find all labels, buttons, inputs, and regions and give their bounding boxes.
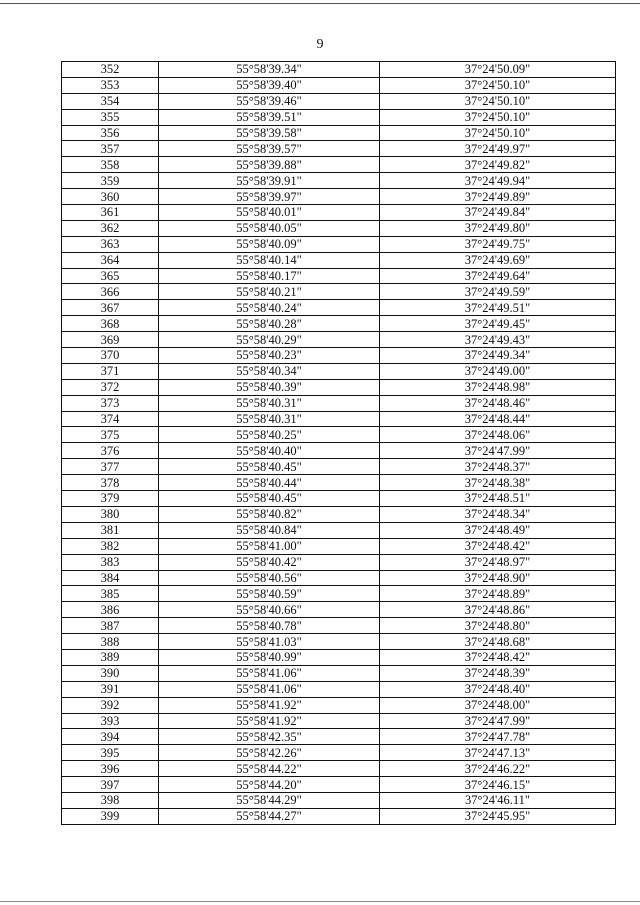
table-row [62, 363, 616, 379]
point-number-cell: 378 [62, 475, 159, 491]
latitude-cell: 55°58'40.34" [159, 363, 380, 379]
latitude-cell: 55°58'41.92" [159, 697, 380, 713]
longitude-cell: 37°24'49.84" [380, 205, 616, 221]
latitude-cell: 55°58'40.45" [159, 459, 380, 475]
table-row [62, 491, 616, 507]
longitude-cell: 37°24'48.00" [380, 697, 616, 713]
longitude-cell: 37°24'48.90" [380, 570, 616, 586]
latitude-cell: 55°58'41.92" [159, 713, 380, 729]
latitude-cell: 55°58'42.35" [159, 729, 380, 745]
latitude-cell: 55°58'40.05" [159, 220, 380, 236]
point-number-cell: 365 [62, 268, 159, 284]
point-number-cell: 360 [62, 189, 159, 205]
latitude-cell: 55°58'40.66" [159, 602, 380, 618]
point-number-cell: 370 [62, 348, 159, 364]
table-row [62, 284, 616, 300]
latitude-cell: 55°58'40.25" [159, 427, 380, 443]
point-number-cell: 376 [62, 443, 159, 459]
latitude-cell: 55°58'39.34" [159, 62, 380, 78]
table-row [62, 761, 616, 777]
point-number-cell: 399 [62, 808, 159, 824]
point-number-cell: 369 [62, 332, 159, 348]
latitude-cell: 55°58'40.82" [159, 506, 380, 522]
longitude-cell: 37°24'49.43" [380, 332, 616, 348]
longitude-cell: 37°24'49.80" [380, 220, 616, 236]
point-number-cell: 375 [62, 427, 159, 443]
point-number-cell: 362 [62, 220, 159, 236]
longitude-cell: 37°24'48.34" [380, 506, 616, 522]
point-number-cell: 353 [62, 77, 159, 93]
table-row [62, 173, 616, 189]
point-number-cell: 361 [62, 205, 159, 221]
longitude-cell: 37°24'49.89" [380, 189, 616, 205]
latitude-cell: 55°58'39.51" [159, 109, 380, 125]
latitude-cell: 55°58'40.29" [159, 332, 380, 348]
table-row [62, 348, 616, 364]
longitude-cell: 37°24'48.86" [380, 602, 616, 618]
table-row [62, 522, 616, 538]
latitude-cell: 55°58'39.88" [159, 157, 380, 173]
longitude-cell: 37°24'49.34" [380, 348, 616, 364]
longitude-cell: 37°24'49.45" [380, 316, 616, 332]
longitude-cell: 37°24'49.64" [380, 268, 616, 284]
latitude-cell: 55°58'40.31" [159, 395, 380, 411]
table-row [62, 157, 616, 173]
table-row [62, 316, 616, 332]
latitude-cell: 55°58'40.21" [159, 284, 380, 300]
latitude-cell: 55°58'40.99" [159, 649, 380, 665]
point-number-cell: 357 [62, 141, 159, 157]
longitude-cell: 37°24'49.51" [380, 300, 616, 316]
latitude-cell: 55°58'41.00" [159, 538, 380, 554]
point-number-cell: 373 [62, 395, 159, 411]
table-row [62, 506, 616, 522]
longitude-cell: 37°24'48.06" [380, 427, 616, 443]
latitude-cell: 55°58'40.28" [159, 316, 380, 332]
longitude-cell: 37°24'48.49" [380, 522, 616, 538]
page-number: 9 [316, 37, 324, 52]
latitude-cell: 55°58'40.24" [159, 300, 380, 316]
point-number-cell: 392 [62, 697, 159, 713]
latitude-cell: 55°58'40.01" [159, 205, 380, 221]
table-row [62, 634, 616, 650]
longitude-cell: 37°24'48.39" [380, 665, 616, 681]
table-row [62, 141, 616, 157]
latitude-cell: 55°58'40.59" [159, 586, 380, 602]
longitude-cell: 37°24'48.98" [380, 379, 616, 395]
longitude-cell: 37°24'50.09" [380, 62, 616, 78]
latitude-cell: 55°58'40.40" [159, 443, 380, 459]
latitude-cell: 55°58'40.39" [159, 379, 380, 395]
point-number-cell: 397 [62, 777, 159, 793]
longitude-cell: 37°24'48.40" [380, 681, 616, 697]
longitude-cell: 37°24'50.10" [380, 77, 616, 93]
point-number-cell: 395 [62, 745, 159, 761]
table-row [62, 618, 616, 634]
point-number-cell: 385 [62, 586, 159, 602]
point-number-cell: 379 [62, 491, 159, 507]
longitude-cell: 37°24'49.59" [380, 284, 616, 300]
table-row [62, 77, 616, 93]
table-row [62, 125, 616, 141]
point-number-cell: 393 [62, 713, 159, 729]
longitude-cell: 37°24'48.38" [380, 475, 616, 491]
point-number-cell: 367 [62, 300, 159, 316]
point-number-cell: 386 [62, 602, 159, 618]
table-row [62, 93, 616, 109]
latitude-cell: 55°58'40.14" [159, 252, 380, 268]
latitude-cell: 55°58'39.91" [159, 173, 380, 189]
point-number-cell: 374 [62, 411, 159, 427]
latitude-cell: 55°58'40.78" [159, 618, 380, 634]
latitude-cell: 55°58'44.22" [159, 761, 380, 777]
point-number-cell: 366 [62, 284, 159, 300]
point-number-cell: 389 [62, 649, 159, 665]
table-row [62, 713, 616, 729]
table-row [62, 777, 616, 793]
table-row [62, 411, 616, 427]
point-number-cell: 371 [62, 363, 159, 379]
table-row [62, 427, 616, 443]
table-row [62, 332, 616, 348]
table-row [62, 586, 616, 602]
longitude-cell: 37°24'47.99" [380, 713, 616, 729]
longitude-cell: 37°24'46.15" [380, 777, 616, 793]
latitude-cell: 55°58'39.58" [159, 125, 380, 141]
table-row [62, 62, 616, 78]
table-row [62, 649, 616, 665]
point-number-cell: 398 [62, 792, 159, 808]
longitude-cell: 37°24'48.68" [380, 634, 616, 650]
latitude-cell: 55°58'39.40" [159, 77, 380, 93]
point-number-cell: 396 [62, 761, 159, 777]
point-number-cell: 355 [62, 109, 159, 125]
point-number-cell: 384 [62, 570, 159, 586]
latitude-cell: 55°58'40.31" [159, 411, 380, 427]
latitude-cell: 55°58'40.45" [159, 491, 380, 507]
longitude-cell: 37°24'50.10" [380, 109, 616, 125]
point-number-cell: 372 [62, 379, 159, 395]
table-row [62, 395, 616, 411]
point-number-cell: 354 [62, 93, 159, 109]
point-number-cell: 358 [62, 157, 159, 173]
longitude-cell: 37°24'48.80" [380, 618, 616, 634]
longitude-cell: 37°24'49.00" [380, 363, 616, 379]
latitude-cell: 55°58'44.27" [159, 808, 380, 824]
longitude-cell: 37°24'48.42" [380, 538, 616, 554]
table-row [62, 570, 616, 586]
latitude-cell: 55°58'40.42" [159, 554, 380, 570]
point-number-cell: 377 [62, 459, 159, 475]
latitude-cell: 55°58'40.09" [159, 236, 380, 252]
longitude-cell: 37°24'48.37" [380, 459, 616, 475]
latitude-cell: 55°58'41.06" [159, 665, 380, 681]
latitude-cell: 55°58'42.26" [159, 745, 380, 761]
point-number-cell: 391 [62, 681, 159, 697]
table-row [62, 252, 616, 268]
longitude-cell: 37°24'49.82" [380, 157, 616, 173]
longitude-cell: 37°24'49.94" [380, 173, 616, 189]
longitude-cell: 37°24'47.99" [380, 443, 616, 459]
table-row [62, 792, 616, 808]
bottom-scan-edge [0, 901, 640, 902]
table-row [62, 538, 616, 554]
latitude-cell: 55°58'40.84" [159, 522, 380, 538]
table-row [62, 379, 616, 395]
longitude-cell: 37°24'45.95" [380, 808, 616, 824]
longitude-cell: 37°24'50.10" [380, 93, 616, 109]
point-number-cell: 390 [62, 665, 159, 681]
longitude-cell: 37°24'48.51" [380, 491, 616, 507]
table-row [62, 300, 616, 316]
point-number-cell: 359 [62, 173, 159, 189]
longitude-cell: 37°24'46.22" [380, 761, 616, 777]
point-number-cell: 380 [62, 506, 159, 522]
table-row [62, 220, 616, 236]
point-number-cell: 388 [62, 634, 159, 650]
latitude-cell: 55°58'44.20" [159, 777, 380, 793]
longitude-cell: 37°24'47.78" [380, 729, 616, 745]
table-row [62, 236, 616, 252]
longitude-cell: 37°24'48.46" [380, 395, 616, 411]
table-row [62, 459, 616, 475]
point-number-cell: 356 [62, 125, 159, 141]
table-row [62, 681, 616, 697]
point-number-cell: 383 [62, 554, 159, 570]
table-row [62, 109, 616, 125]
point-number-cell: 364 [62, 252, 159, 268]
longitude-cell: 37°24'48.89" [380, 586, 616, 602]
latitude-cell: 55°58'40.44" [159, 475, 380, 491]
longitude-cell: 37°24'49.97" [380, 141, 616, 157]
latitude-cell: 55°58'39.97" [159, 189, 380, 205]
longitude-cell: 37°24'48.44" [380, 411, 616, 427]
longitude-cell: 37°24'50.10" [380, 125, 616, 141]
table-row [62, 189, 616, 205]
longitude-cell: 37°24'47.13" [380, 745, 616, 761]
latitude-cell: 55°58'41.06" [159, 681, 380, 697]
latitude-cell: 55°58'40.56" [159, 570, 380, 586]
latitude-cell: 55°58'41.03" [159, 634, 380, 650]
table-row [62, 554, 616, 570]
latitude-cell: 55°58'39.57" [159, 141, 380, 157]
point-number-cell: 394 [62, 729, 159, 745]
table-row [62, 697, 616, 713]
coordinates-table-body [62, 62, 616, 825]
point-number-cell: 387 [62, 618, 159, 634]
table-row [62, 745, 616, 761]
table-row [62, 808, 616, 824]
longitude-cell: 37°24'49.75" [380, 236, 616, 252]
table-row [62, 665, 616, 681]
point-number-cell: 352 [62, 62, 159, 78]
table-row [62, 443, 616, 459]
longitude-cell: 37°24'48.42" [380, 649, 616, 665]
point-number-cell: 363 [62, 236, 159, 252]
table-row [62, 602, 616, 618]
table-row [62, 268, 616, 284]
latitude-cell: 55°58'40.17" [159, 268, 380, 284]
latitude-cell: 55°58'44.29" [159, 792, 380, 808]
point-number-cell: 382 [62, 538, 159, 554]
point-number-cell: 368 [62, 316, 159, 332]
longitude-cell: 37°24'49.69" [380, 252, 616, 268]
top-scan-edge [0, 3, 640, 4]
table-row [62, 205, 616, 221]
longitude-cell: 37°24'48.97" [380, 554, 616, 570]
coordinates-table [61, 61, 616, 825]
table-row [62, 729, 616, 745]
point-number-cell: 381 [62, 522, 159, 538]
table-row [62, 475, 616, 491]
longitude-cell: 37°24'46.11" [380, 792, 616, 808]
latitude-cell: 55°58'40.23" [159, 348, 380, 364]
latitude-cell: 55°58'39.46" [159, 93, 380, 109]
